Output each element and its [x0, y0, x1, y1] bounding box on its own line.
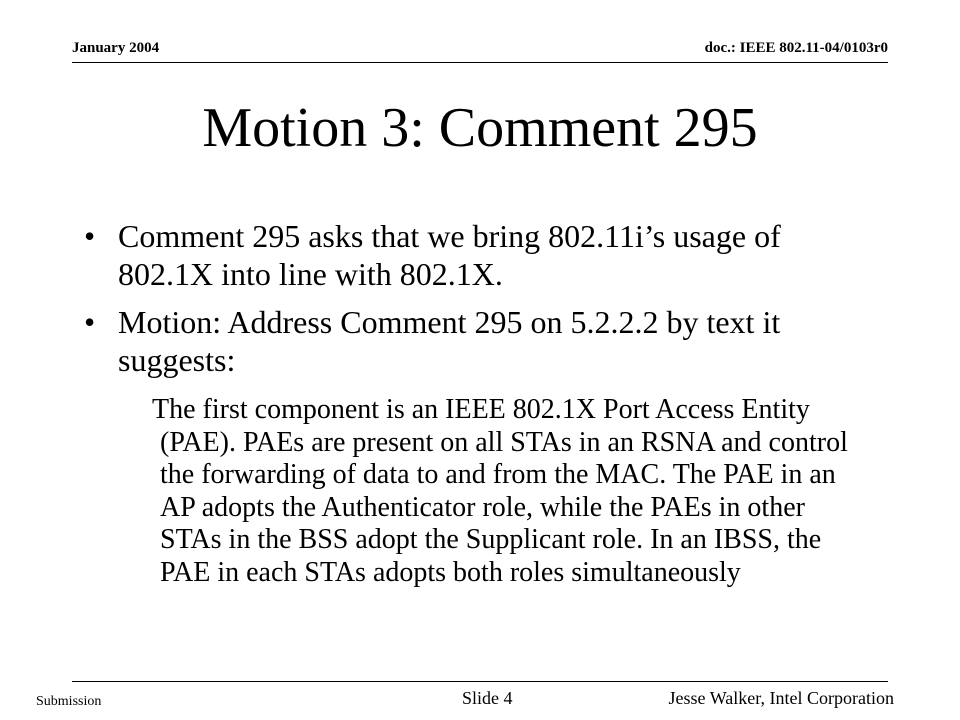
bullet-item [84, 303, 874, 379]
footer-divider [72, 681, 888, 682]
footer-author: Jesse Walker, Intel Corporation [668, 688, 894, 708]
header-doc-id: doc.: IEEE 802.11-04/0103r0 [704, 40, 888, 56]
header-divider [72, 62, 888, 63]
quoted-motion-text: The first component is an IEEE 802.1X Port Access Entity (PAE). PAEs are present on all STAs in an RSNA and control the forwarding of data to and from the MAC. The PAE in an AP adopts the Authenticator role, while the PAEs in other STAs in the BSS adopt the Supplicant role. In an IBSS, the PAE in each STAs adopts both roles simultaneously [152, 394, 848, 588]
bullet-list [84, 217, 874, 389]
header-date: January 2004 [72, 40, 160, 56]
bullet-text: Motion: Address Comment 295 on 5.2.2.2 by text it suggests: [118, 304, 781, 378]
bullet-text: Comment 295 asks that we bring 802.11i’s usage of 802.1X into line with 802.1X. [118, 218, 781, 292]
slide-title: Motion 3: Comment 295 [202, 97, 758, 159]
bullet-marker: • [84, 218, 96, 254]
footer-slide-number: Slide 4 [462, 688, 513, 708]
bullet-item [84, 217, 874, 293]
bullet-marker: • [84, 304, 96, 340]
footer-submission: Submission [36, 694, 102, 709]
